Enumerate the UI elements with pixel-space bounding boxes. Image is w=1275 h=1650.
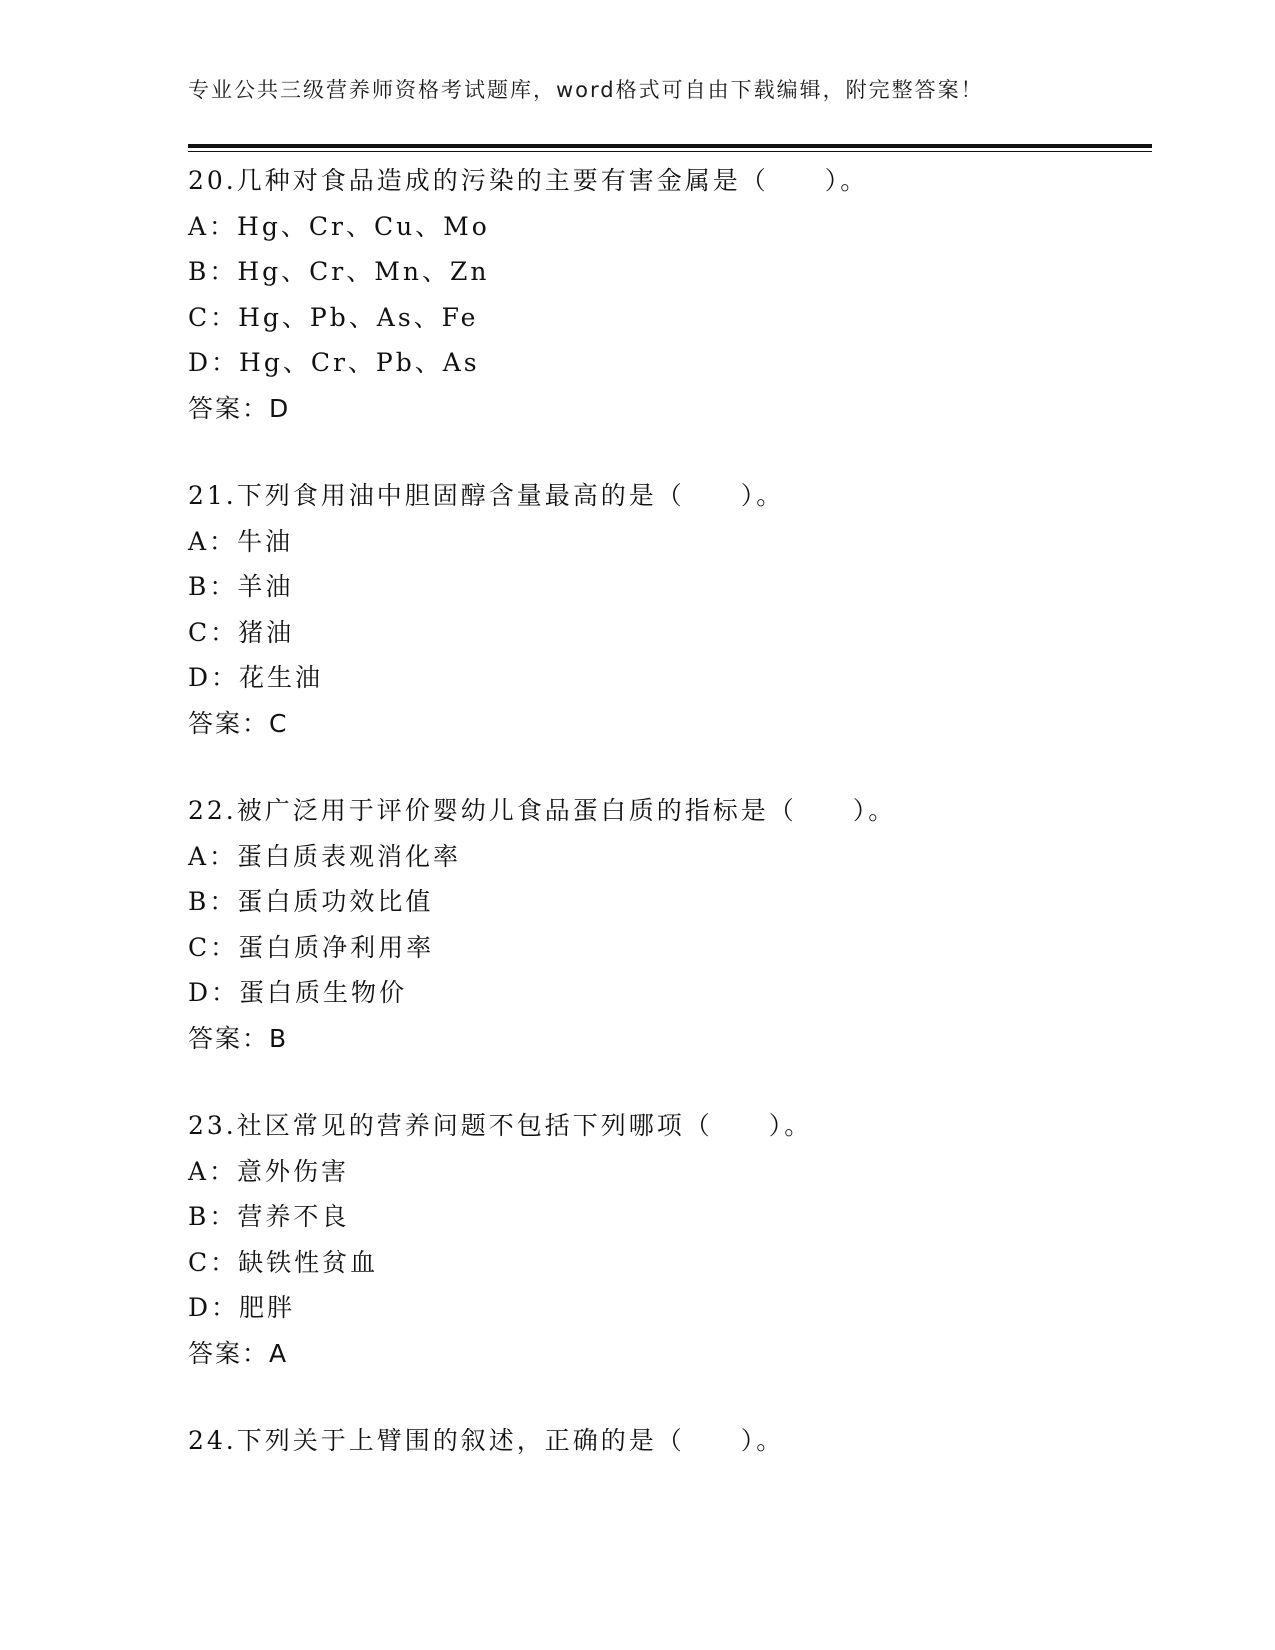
option-a: A：意外伤害 bbox=[188, 1156, 350, 1186]
option-a: A：蛋白质表观消化率 bbox=[188, 841, 462, 871]
option-a: A：牛油 bbox=[188, 526, 294, 556]
option-c: C：蛋白质净利用率 bbox=[188, 932, 435, 962]
question-list bbox=[188, 158, 1148, 1506]
answer-line: 答案：A bbox=[188, 1338, 289, 1368]
question-23 bbox=[188, 1103, 1148, 1376]
option-b: B：羊油 bbox=[188, 572, 294, 601]
option-d: D：Hg、Cr、Pb、As bbox=[188, 348, 480, 377]
header-rule-thin bbox=[188, 151, 1152, 152]
option-d: D：花生油 bbox=[188, 663, 324, 692]
question-stem: 22.被广泛用于评价婴幼儿食品蛋白质的指标是（ ）。 bbox=[188, 796, 897, 825]
option-c: C：缺铁性贫血 bbox=[188, 1247, 379, 1277]
option-d: D：肥胖 bbox=[188, 1293, 296, 1322]
question-stem: 23.社区常见的营养问题不包括下列哪项（ ）。 bbox=[188, 1111, 813, 1140]
answer-line: 答案：D bbox=[188, 393, 291, 423]
question-20 bbox=[188, 158, 1148, 431]
option-a: A：Hg、Cr、Cu、Mo bbox=[188, 211, 490, 241]
header-rule-thick bbox=[188, 144, 1152, 148]
question-24 bbox=[188, 1418, 1148, 1464]
question-22 bbox=[188, 788, 1148, 1061]
option-c: C：Hg、Pb、As、Fe bbox=[188, 302, 479, 332]
document-header: 专业公共三级营养师资格考试题库，word格式可自由下载编辑，附完整答案！ bbox=[188, 78, 984, 102]
option-b: B：蛋白质功效比值 bbox=[188, 887, 434, 916]
question-stem: 21.下列食用油中胆固醇含量最高的是（ ）。 bbox=[188, 481, 785, 510]
answer-line: 答案：C bbox=[188, 708, 289, 738]
option-d: D：蛋白质生物价 bbox=[188, 978, 408, 1007]
question-21 bbox=[188, 473, 1148, 746]
question-stem: 20.几种对食品造成的污染的主要有害金属是（ ）。 bbox=[188, 166, 869, 195]
option-b: B：营养不良 bbox=[188, 1202, 350, 1231]
answer-line: 答案：B bbox=[188, 1023, 289, 1053]
option-c: C：猪油 bbox=[188, 617, 295, 647]
question-stem: 24.下列关于上臂围的叙述，正确的是（ ）。 bbox=[188, 1426, 785, 1455]
option-b: B：Hg、Cr、Mn、Zn bbox=[188, 257, 490, 286]
